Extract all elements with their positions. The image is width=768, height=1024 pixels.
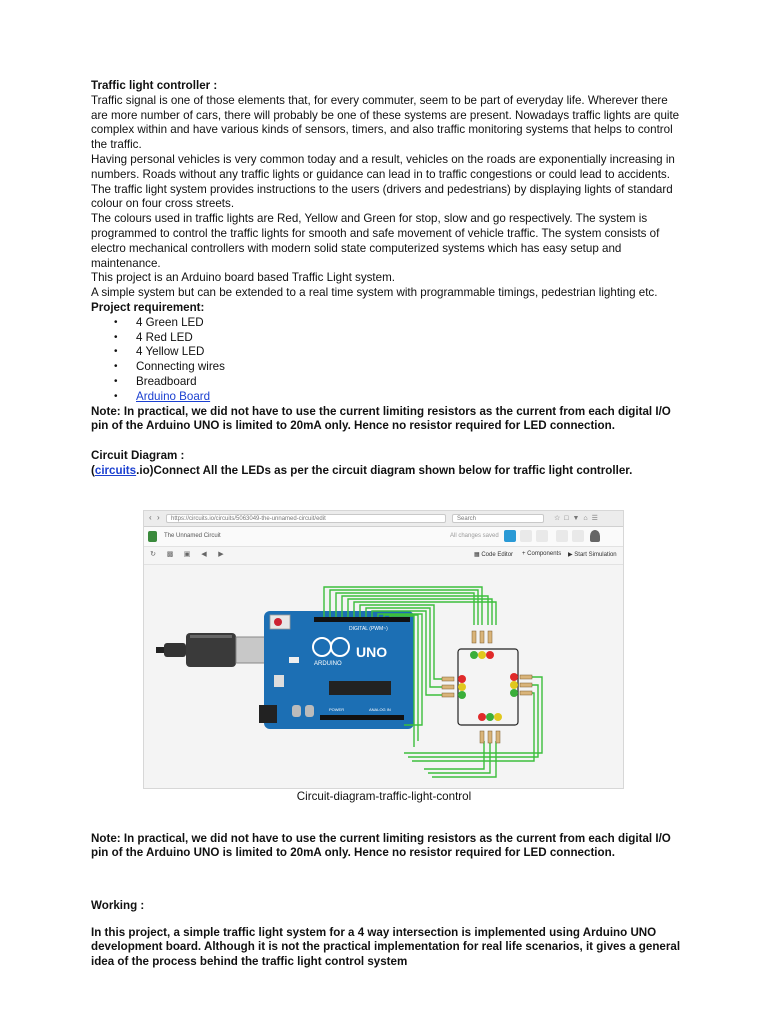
back-icon: ‹ [149, 513, 152, 522]
working-heading: Working : [91, 899, 145, 913]
paren-open: ( [91, 463, 95, 477]
list-item: • 4 Red LED [136, 331, 681, 346]
list-item: • 4 Green LED [136, 316, 681, 331]
start-simulation-label: Start Simulation [574, 552, 617, 558]
intro-paragraph-1: Traffic signal is one of those elements that, for every commuter, seem to be part of everyday life. Wherever there are more number of cars, there will probably be one of these systems are present. Nowadays traffic lights are quite complex within and have various kinds of sensors, timers, and also traffic monitoring systems that helps to control the traffic. [91, 93, 680, 152]
arduino-board-link[interactable]: Arduino Board [136, 389, 211, 403]
circuit-heading: Circuit Diagram : [91, 448, 185, 462]
breadboard-view-icon [504, 530, 516, 542]
forward-icon: › [157, 513, 160, 522]
browser-url: https://circuits.io/circuits/5063049-the-unnamed-circuit/edit [166, 514, 446, 523]
board-digital-label: DIGITAL (PWM~) [349, 626, 388, 632]
leds [458, 651, 518, 721]
circuit-description-line [91, 464, 681, 479]
list-item: • Breadboard [136, 375, 681, 390]
circuit-description: Connect All the LEDs as per the circuit diagram shown below for traffic light controller. [153, 463, 633, 477]
share-icon [556, 530, 568, 542]
requirements-list [91, 316, 681, 405]
step-forward-icon: ▶ [218, 551, 224, 558]
note-text-2: Note: In practical, we did not have to use the current limiting resistors as the current from each digital I/O pin of the Arduino UNO is limited to 20mA only. Hence no resistor required for LED connection. [91, 831, 671, 860]
list-item: • Connecting wires [136, 360, 681, 375]
intro-paragraph-4: The colours used in traffic lights are Red, Yellow and Green for stop, slow and go respectively. The system is programmed to control the traffic lights for smooth and safe movement of vehicle traffic. The system consists of electro mechanical controllers with modern solid state computerized systems which has easy setup and maintenance. [91, 212, 660, 270]
trash-icon: ▩ [166, 551, 174, 558]
intro-paragraph-5: This project is an Arduino board based Traffic Light system. [91, 271, 395, 285]
schematic-view-icon [520, 530, 532, 542]
app-logo [148, 531, 157, 542]
intro-paragraph-2: Having personal vehicles is very common today and a result, vehicles on the roads are exponentially increasing in numbers. Roads without any traffic lights or guidance can lead in to traffic congestions or could lead to accidents. [91, 152, 675, 181]
components-button: + Components [522, 551, 562, 557]
list-item: • 4 Yellow LED [136, 345, 681, 360]
circuits-link[interactable]: circuits [94, 463, 137, 477]
intro-paragraph-3: The traffic light system provides instructions to the users (drivers and pedestrians) by displaying lights of standard colour on four cross streets. [91, 182, 673, 211]
requirements-heading: Project requirement: [91, 300, 205, 314]
user-avatar-icon [590, 530, 600, 542]
working-text: In this project, a simple traffic light system for a 4 way intersection is implemented using Arduino UNO development board. Although it is not the practical implementation for real life scenarios, it gives a general idea of the process behind the traffic light control system [91, 925, 681, 969]
list-item-arduino [136, 390, 681, 405]
components-label: Components [527, 551, 562, 557]
board-brand-text: ARDUINO [314, 661, 342, 667]
link-suffix: .io) [136, 463, 154, 477]
fit-icon: ▣ [183, 551, 191, 558]
rotate-icon: ↻ [150, 551, 156, 558]
browser-search: Search [452, 514, 544, 523]
circuit-drawing [144, 565, 623, 788]
document-body [91, 79, 681, 479]
note-text: Note: In practical, we did not have to use the current limiting resistors as the current from each digital I/O pin of the Arduino UNO is limited to 20mA only. Hence no resistor required for LED connection. [91, 404, 671, 433]
figure-caption: Circuit-diagram-traffic-light-control [296, 790, 472, 803]
code-editor-label: Code Editor [481, 552, 514, 558]
document-body-continued [91, 820, 681, 982]
browser-toolbar-icons: ☆□▼⌂☰ [554, 515, 602, 522]
page-title: Traffic light controller : [91, 79, 218, 92]
settings-icon [572, 530, 584, 542]
app-title: The Unnamed Circuit [164, 533, 221, 539]
circuit-screenshot [143, 510, 624, 789]
arduino-board [259, 611, 414, 729]
circuit-canvas [144, 565, 623, 788]
intro-paragraph-6: A simple system but can be extended to a real time system with programmable timings, pedestrian lighting etc. [91, 286, 658, 300]
list-view-icon [536, 530, 548, 542]
code-editor-button: ▦ Code Editor [474, 552, 514, 558]
usb-cable [156, 633, 266, 667]
browser-toolbar [144, 511, 623, 527]
board-model-text: UNO [356, 644, 388, 660]
start-simulation-button: ▶ Start Simulation [568, 552, 617, 558]
board-analog-label: ANALOG IN [369, 707, 391, 712]
board-power-label: POWER [329, 707, 345, 712]
save-status: All changes saved [450, 533, 499, 539]
step-back-icon: ◀ [201, 551, 207, 558]
editor-toolbar [144, 547, 623, 565]
app-header [144, 527, 623, 547]
